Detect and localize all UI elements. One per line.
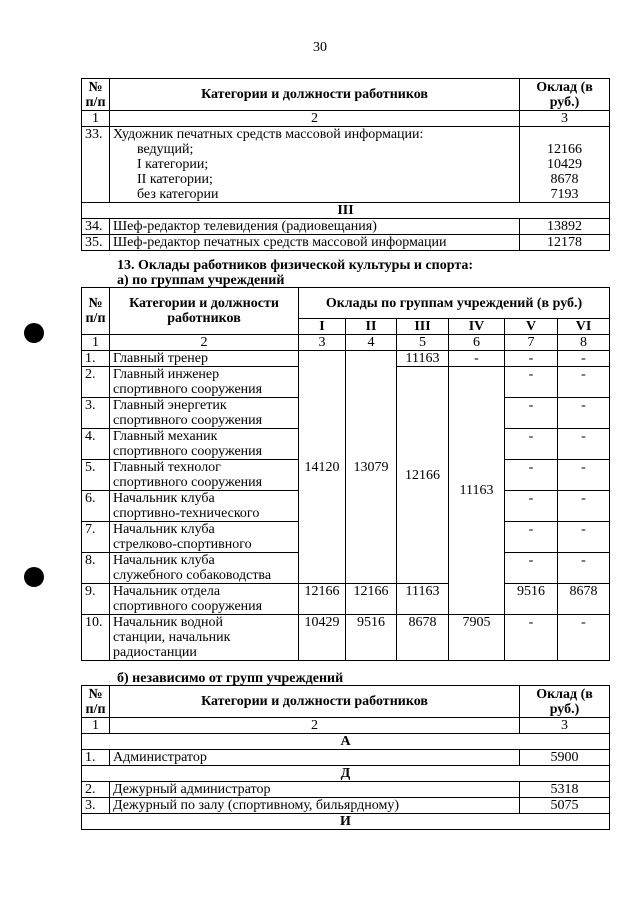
position-name: Начальник клуба спортивно-технического [110,491,299,522]
group-label: V [505,319,558,335]
row-number: 8. [82,553,110,584]
row-number: 4. [82,429,110,460]
position-name: Главный тренер [110,351,299,367]
merged-salary-group-ii: 13079 [346,351,397,584]
salary-value: - [558,398,610,429]
salary-value: 9516 [346,615,397,661]
salary-value: - [505,522,558,553]
table-sport-salaries-independent [81,685,610,830]
col-number: 3 [520,111,610,127]
row-number: 35. [82,235,110,251]
salary-value: - [505,367,558,398]
salary-value: - [505,553,558,584]
salary-value: 11163 [397,584,449,615]
merged-salary-group-iv: 11163 [449,367,505,615]
section-heading: И [82,814,610,830]
salary-value: - [558,522,610,553]
row-number: 7. [82,522,110,553]
salary-value: 5075 [520,798,610,814]
salary-value: - [558,351,610,367]
position-level: ведущий; [137,142,194,157]
row-number: 10. [82,615,110,661]
col-number: 3 [299,335,346,351]
salary-value: 7193 [550,187,579,202]
col-number: 1 [82,335,110,351]
col-number: 2 [110,718,520,734]
section-13-title: 13. Оклады работников физической культуры и спорта: [117,258,474,273]
salary-value: 5318 [520,782,610,798]
salary-value: - [558,367,610,398]
group-label: II [346,319,397,335]
col-number: 1 [82,111,110,127]
col-number: 7 [505,335,558,351]
salary-value: 10429 [547,157,582,172]
section-13-subtitle: а) по группам учреждений [117,273,285,288]
group-label: III [397,319,449,335]
row-33-salaries [520,127,610,203]
position-name: Администратор [110,750,520,766]
row-number: 33. [82,127,110,203]
merged-salary-group-i: 14120 [299,351,346,584]
row-number: 9. [82,584,110,615]
salary-value: - [505,460,558,491]
header-salary: Оклад (в руб.) [520,686,610,718]
salary-value: - [505,429,558,460]
punch-hole [24,567,44,587]
col-number: 2 [110,335,299,351]
position-name: Начальник клуба служебного собаководства [110,553,299,584]
col-number: 6 [449,335,505,351]
salary-value: - [505,491,558,522]
position-name: Главный механик спортивного сооружения [110,429,299,460]
header-category: Категории и должности работников [110,686,520,718]
header-category: Категории и должности работников [110,79,520,111]
col-number: 2 [110,111,520,127]
col-number: 3 [520,718,610,734]
salary-value: - [558,429,610,460]
salary-value: - [558,553,610,584]
salary-value: 5900 [520,750,610,766]
salary-value: - [558,460,610,491]
section-heading: А [82,734,610,750]
header-groups: Оклады по группам учреждений (в руб.) [299,288,610,319]
salary-value: 12166 [299,584,346,615]
group-label: VI [558,319,610,335]
salary-value: - [558,615,610,661]
position-name: Начальник отдела спортивного сооружения [110,584,299,615]
position-name: Шеф-редактор телевидения (радиовещания) [110,219,520,235]
row-number: 6. [82,491,110,522]
salary-value: - [505,615,558,661]
position-name: Главный инженер спортивного сооружения [110,367,299,398]
position-title: Художник печатных средств массовой информации: [113,127,424,142]
position-name: Начальник клуба стрелково-спортивного [110,522,299,553]
row-number: 2. [82,782,110,798]
salary-value: 7905 [449,615,505,661]
salary-value: - [505,351,558,367]
table-media-salaries [81,78,610,251]
row-number: 1. [82,750,110,766]
group-label: IV [449,319,505,335]
row-33-positions [110,127,520,203]
page-number: 30 [313,40,327,55]
position-name: Шеф-редактор печатных средств массовой информации [110,235,520,251]
table-sport-salaries-by-group [81,287,610,661]
row-number: 5. [82,460,110,491]
salary-value: 11163 [397,351,449,367]
salary-value: 8678 [397,615,449,661]
subtitle-b: б) независимо от групп учреждений [117,671,344,686]
header-salary: Оклад (в руб.) [520,79,610,111]
header-number: № п/п [82,79,110,111]
col-number: 8 [558,335,610,351]
section-heading: III [82,203,610,219]
salary-value: - [558,491,610,522]
col-number: 5 [397,335,449,351]
salary-value: - [449,351,505,367]
salary-value: 9516 [505,584,558,615]
col-number: 4 [346,335,397,351]
salary-value: 12166 [547,142,582,157]
salary-value: 12178 [520,235,610,251]
position-level: II категории; [137,172,213,187]
salary-value: 8678 [550,172,579,187]
row-number: 34. [82,219,110,235]
salary-value: 13892 [520,219,610,235]
position-level: без категории [137,187,219,202]
position-name: Главный технолог спортивного сооружения [110,460,299,491]
header-number: № п/п [82,686,110,718]
salary-value: - [505,398,558,429]
group-label: I [299,319,346,335]
row-number: 3. [82,798,110,814]
row-number: 1. [82,351,110,367]
salary-value: 8678 [558,584,610,615]
col-number: 1 [82,718,110,734]
header-number: № п/п [82,288,110,335]
section-heading: Д [82,766,610,782]
position-name: Главный энергетик спортивного сооружения [110,398,299,429]
row-number: 3. [82,398,110,429]
position-name: Начальник водной станции, начальник радиостанции [110,615,299,661]
salary-value: 10429 [299,615,346,661]
salary-value: 12166 [346,584,397,615]
position-name: Дежурный администратор [110,782,520,798]
position-level: I категории; [137,157,209,172]
merged-salary-group-iii: 12166 [397,367,449,584]
row-number: 2. [82,367,110,398]
position-name: Дежурный по залу (спортивному, бильярдному) [110,798,520,814]
header-category: Категории и должности работников [110,288,299,335]
punch-hole [24,323,44,343]
